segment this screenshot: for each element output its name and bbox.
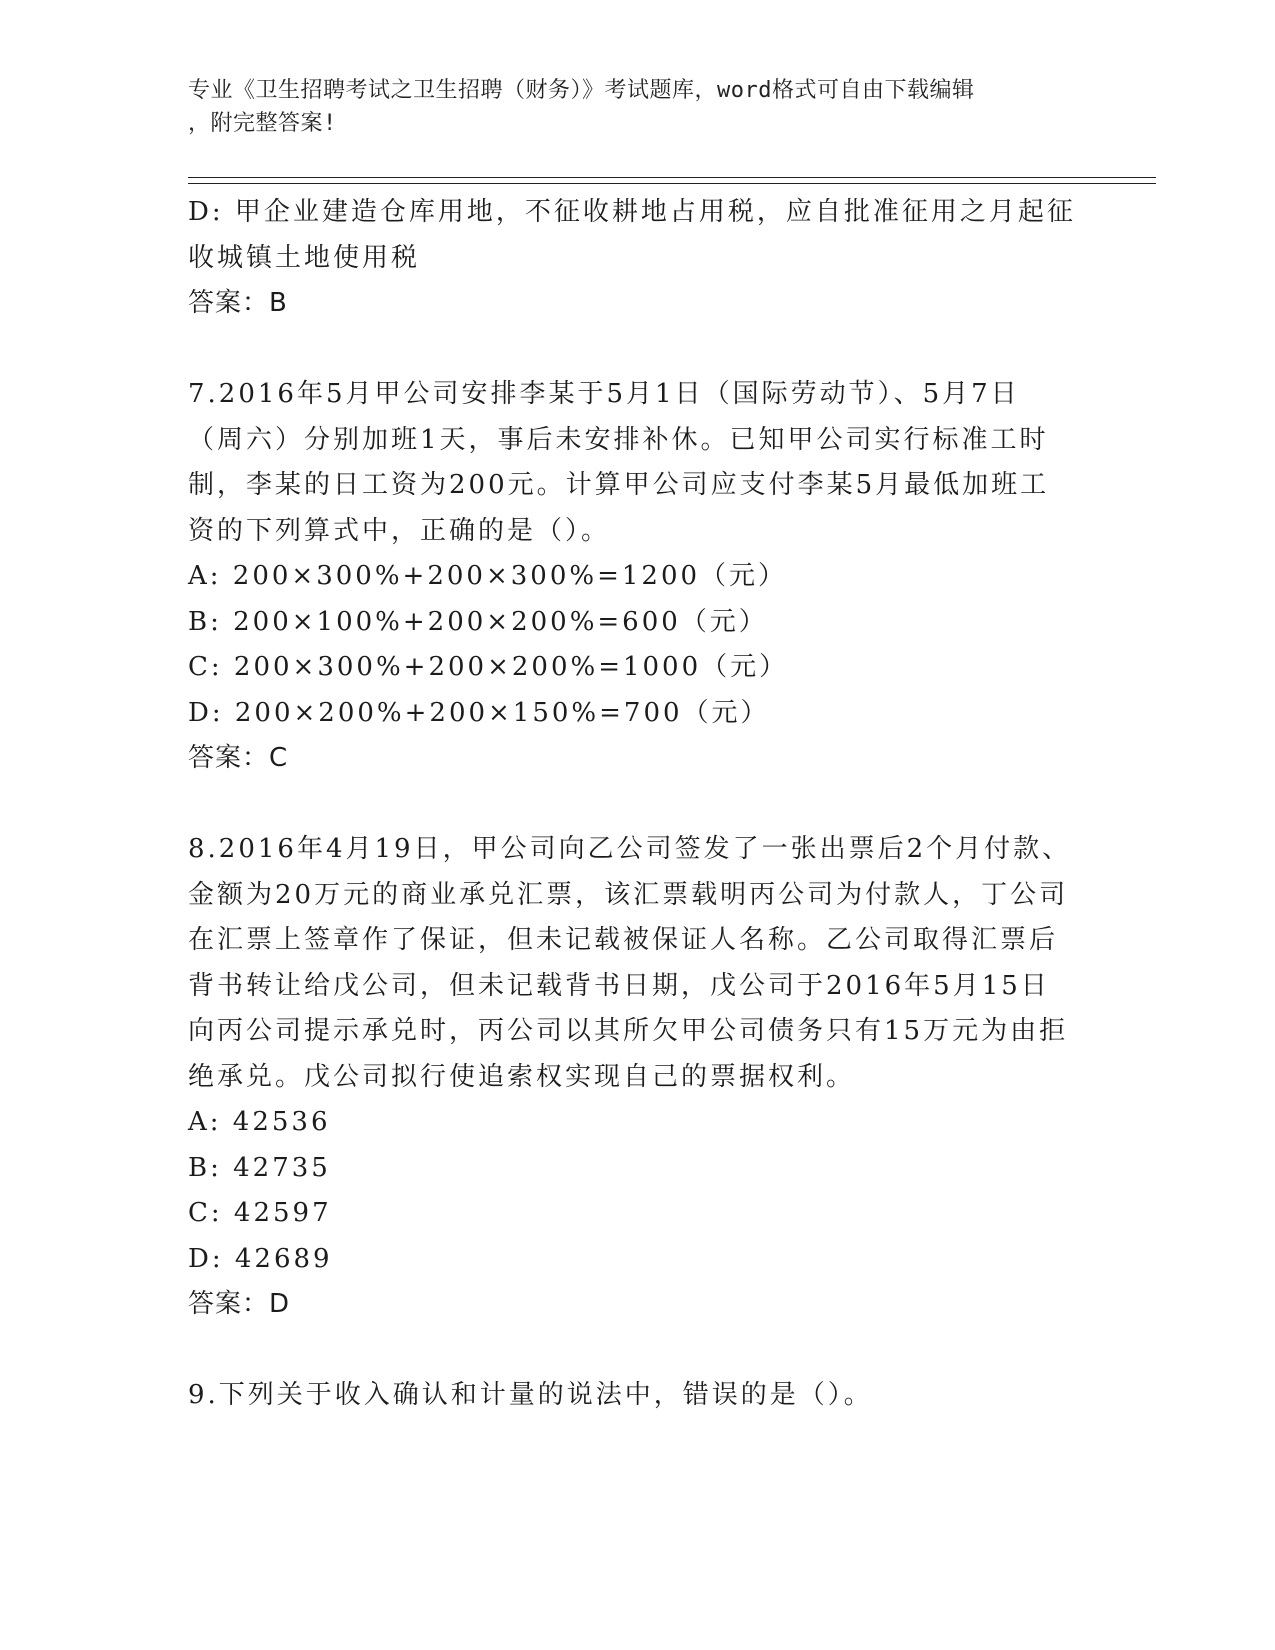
option-b: B: 200×100%+200×200%=600（元） xyxy=(188,606,768,637)
question-text-line: 7.2016年5月甲公司安排李某于5月1日（国际劳动节）、5月7日 xyxy=(188,379,1020,409)
header-divider-bottom xyxy=(188,183,1156,184)
question-text-line: 在汇票上签章作了保证，但未记载被保证人名称。乙公司取得汇票后 xyxy=(188,925,1059,955)
question-text-line: 9.下列关于收入确认和计量的说法中，错误的是（）。 xyxy=(188,1380,873,1410)
header-line-2: ，附完整答案! xyxy=(188,111,337,136)
header-line-1: 专业《卫生招聘考试之卫生招聘（财务）》考试题库，word格式可自由下载编辑 xyxy=(188,78,975,103)
question-text-line: 金额为20万元的商业承兑汇票，该汇票载明丙公司为付款人，丁公司 xyxy=(188,879,1069,910)
option-d-line-1: D: 甲企业建造仓库用地，不征收耕地占用税，应自批准征用之月起征 xyxy=(188,197,1076,227)
option-a: A: 200×300%+200×300%=1200（元） xyxy=(188,561,788,591)
question-7 xyxy=(188,372,1088,782)
question-text-line: 8.2016年4月19日，甲公司向乙公司签发了一张出票后2个月付款、 xyxy=(188,834,1072,864)
question-text-line: 背书转让给戊公司，但未记载背书日期，戊公司于2016年5月15日 xyxy=(188,970,1050,1001)
question-text-line: 绝承兑。戊公司拟行使追索权实现自己的票据权利。 xyxy=(188,1061,856,1092)
answer-label: 答案：D xyxy=(188,1289,291,1319)
question-9 xyxy=(188,1373,1088,1419)
answer-label: 答案：B xyxy=(188,288,288,318)
question-text-line: 资的下列算式中，正确的是（）。 xyxy=(188,515,611,546)
question-8 xyxy=(188,827,1088,1328)
option-c: C: 42597 xyxy=(188,1198,332,1228)
question-text-line: 向丙公司提示承兑时，丙公司以其所欠甲公司债务只有15万元为由拒 xyxy=(188,1016,1069,1046)
answer-label: 答案：C xyxy=(188,743,289,773)
option-d: D: 200×200%+200×150%=700（元） xyxy=(188,697,770,728)
option-b: B: 42735 xyxy=(188,1152,331,1183)
header-divider-top xyxy=(188,177,1156,178)
document-body xyxy=(188,190,1088,1419)
previous-question-tail xyxy=(188,190,1088,327)
option-d-line-2: 收城镇土地使用税 xyxy=(188,242,421,273)
question-text-line: 制，李某的日工资为200元。计算甲公司应支付李某5月最低加班工 xyxy=(188,470,1050,500)
option-c: C: 200×300%+200×200%=1000（元） xyxy=(188,652,789,682)
option-d: D: 42689 xyxy=(188,1243,333,1274)
page-header xyxy=(188,74,1088,140)
option-a: A: 42536 xyxy=(188,1107,331,1137)
question-text-line: （周六）分别加班1天，事后未安排补休。已知甲公司实行标准工时 xyxy=(188,424,1049,455)
